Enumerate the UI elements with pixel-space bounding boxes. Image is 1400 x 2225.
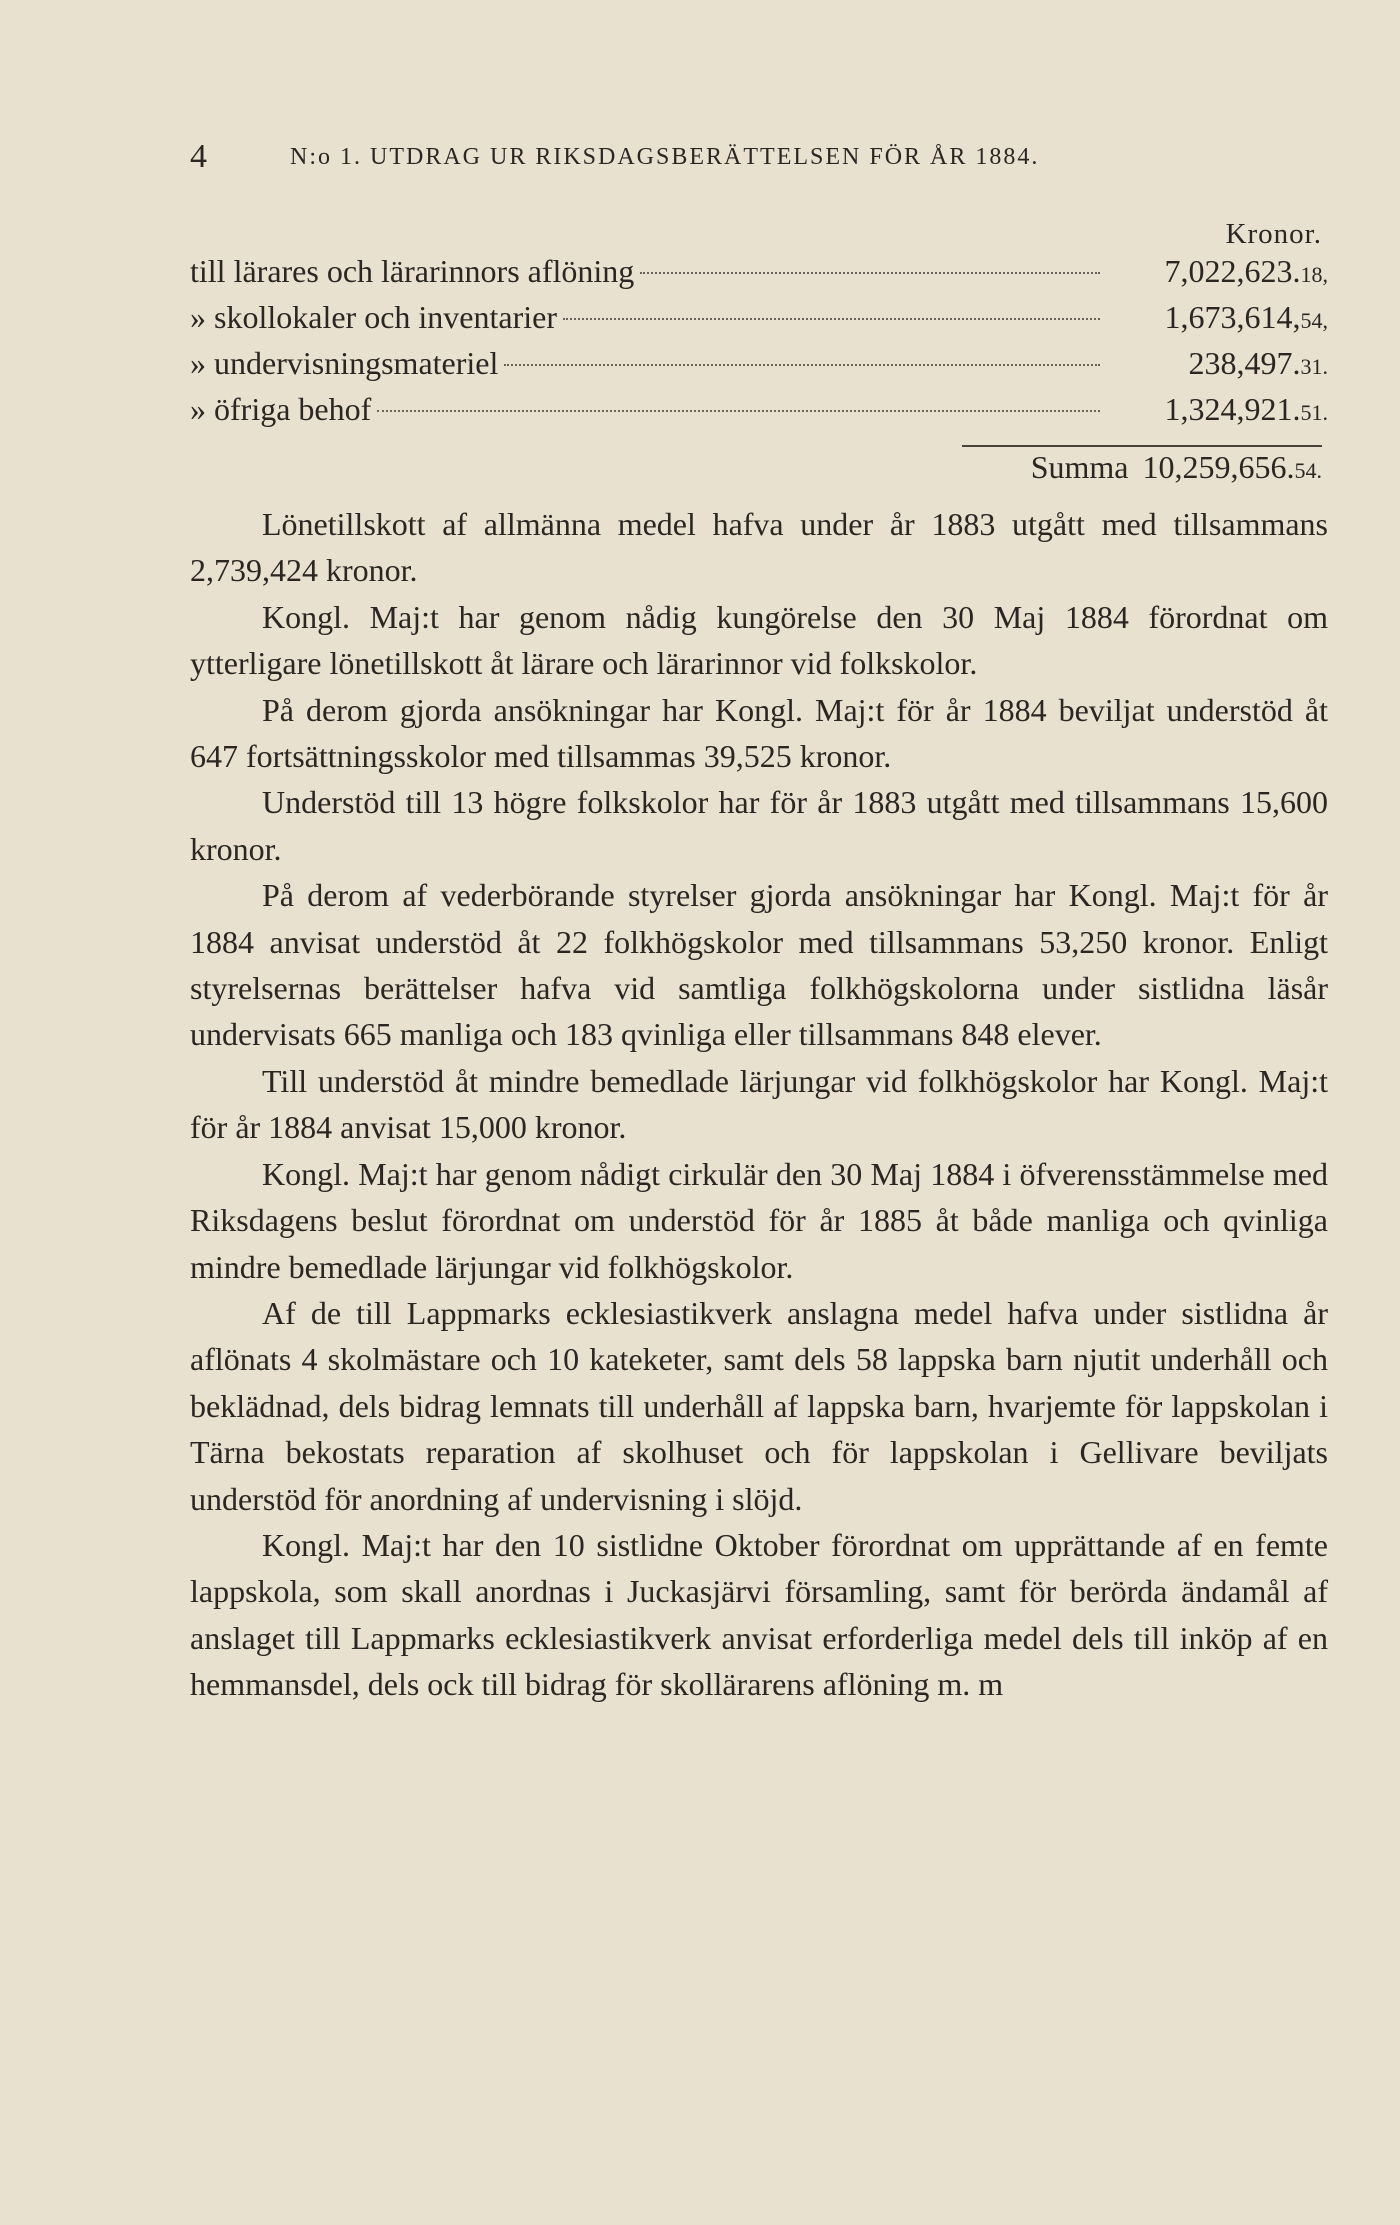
amount-main: 1,673,614,	[1164, 299, 1301, 335]
dot-leader	[640, 272, 1100, 274]
ledger-row	[190, 386, 1328, 432]
amount-cents: 51.	[1300, 400, 1328, 425]
ledger-row	[190, 248, 1328, 294]
ledger-row	[190, 340, 1328, 386]
paragraph: Kongl. Maj:t har genom nådig kungörelse den 30 Maj 1884 förordnat om ytterligare lönetillskott åt lärare och lärarinnor vid folkskolor.	[190, 598, 1328, 682]
ledger-row-label: » skollokaler och inventarier	[190, 299, 557, 335]
page-header	[190, 138, 1328, 178]
paragraph: På derom af vederbörande styrelser gjorda ansökningar har Kongl. Maj:t för år 1884 anvisat understöd åt 22 folkhögskolor med tillsammans 53,250 kronor. Enligt styrelsernas berättelser hafva vid samtliga folkhögskolorna under sistlidna läsår undervisats 665 manliga och 183 qvinliga eller tillsammans 848 elever.	[190, 877, 1328, 1053]
paragraph: Till understöd åt mindre bemedlade lärjungar vid folkhögskolor har Kongl. Maj:t för år 1884 anvisat 15,000 kronor.	[190, 1062, 1328, 1146]
body-text	[190, 501, 1328, 1708]
ledger-row-amount	[1118, 248, 1328, 298]
ledger-row-label: » öfriga behof	[190, 391, 372, 427]
paragraph: Kongl. Maj:t har den 10 sistlidne Oktober förordnat om upprättande af en femte lappskola, som skall anordnas i Juckasjärvi församling, samt för berörda ändamål af anslaget till Lappmarks ecklesiastikverk anvisat erforderliga medel dels till inköp af en hemmansdel, dels ock till bidrag för skollärarens aflöning m. m	[190, 1526, 1328, 1703]
dot-leader	[563, 318, 1100, 320]
paragraph: Understöd till 13 högre folkskolor har för år 1883 utgått med tillsammans 15,600 kronor.	[190, 784, 1328, 867]
paragraph: Af de till Lappmarks ecklesiastikverk anslagna medel hafva under sistlidna år aflönats 4 skolmästare och 10 kateketer, samt dels 58 lappska barn njutit underhåll och beklädnad, dels bidrag lemnats till underhåll af lappska barn, hvarjemte för lappskolan i Tärna bekostats reparation af skolhuset och för lappskolan i Gellivare beviljats understöd för anordning af undervisning i slöjd.	[190, 1294, 1328, 1517]
ledger-row-amount	[1118, 340, 1328, 390]
dot-leader	[377, 410, 1100, 412]
ledger-row-amount	[1118, 386, 1328, 436]
paragraph: Lönetillskott af allmänna medel hafva under år 1883 utgått med tillsammans 2,739,424 kronor.	[190, 506, 1328, 589]
paragraph: På derom gjorda ansökningar har Kongl. Maj:t för år 1884 beviljat understöd åt 647 fortsättningsskolor med tillsammas 39,525 kronor.	[190, 691, 1328, 775]
ledger-row	[190, 294, 1328, 340]
amount-main: 7,022,623.	[1164, 253, 1301, 289]
ledger-row-amount	[1118, 294, 1328, 344]
running-head: N:o 1. UTDRAG UR RIKSDAGSBERÄTTELSEN FÖR ÅR 1884.	[290, 144, 1040, 170]
amount-main: 238,497.	[1188, 345, 1301, 381]
sum-amount: 10,259,656.	[1142, 449, 1295, 485]
paragraph: Kongl. Maj:t har genom nådigt cirkulär den 30 Maj 1884 i öfverensstämmelse med Riksdagens beslut förordnat om understöd för år 1885 åt både manliga och qvinliga mindre bemedlade lärjungar vid folkhögskolor.	[190, 1155, 1328, 1285]
ledger-table	[190, 248, 1328, 432]
ledger-row-label: till lärares och lärarinnors aflöning	[190, 253, 635, 289]
ledger-row-label: » undervisningsmateriel	[190, 345, 499, 381]
amount-cents: 18,	[1300, 262, 1328, 287]
page-number: 4	[190, 138, 207, 175]
dot-leader	[504, 364, 1100, 366]
amount-main: 1,324,921.	[1164, 391, 1301, 427]
ledger-column-heading: Kronor.	[1225, 218, 1322, 250]
amount-cents: 31.	[1300, 354, 1328, 379]
sum-label: Summa	[1030, 449, 1129, 485]
amount-cents: 54,	[1300, 308, 1328, 333]
sum-cents: 54.	[1294, 458, 1322, 483]
document-page	[190, 0, 1328, 2225]
ledger-sum	[1031, 444, 1322, 490]
